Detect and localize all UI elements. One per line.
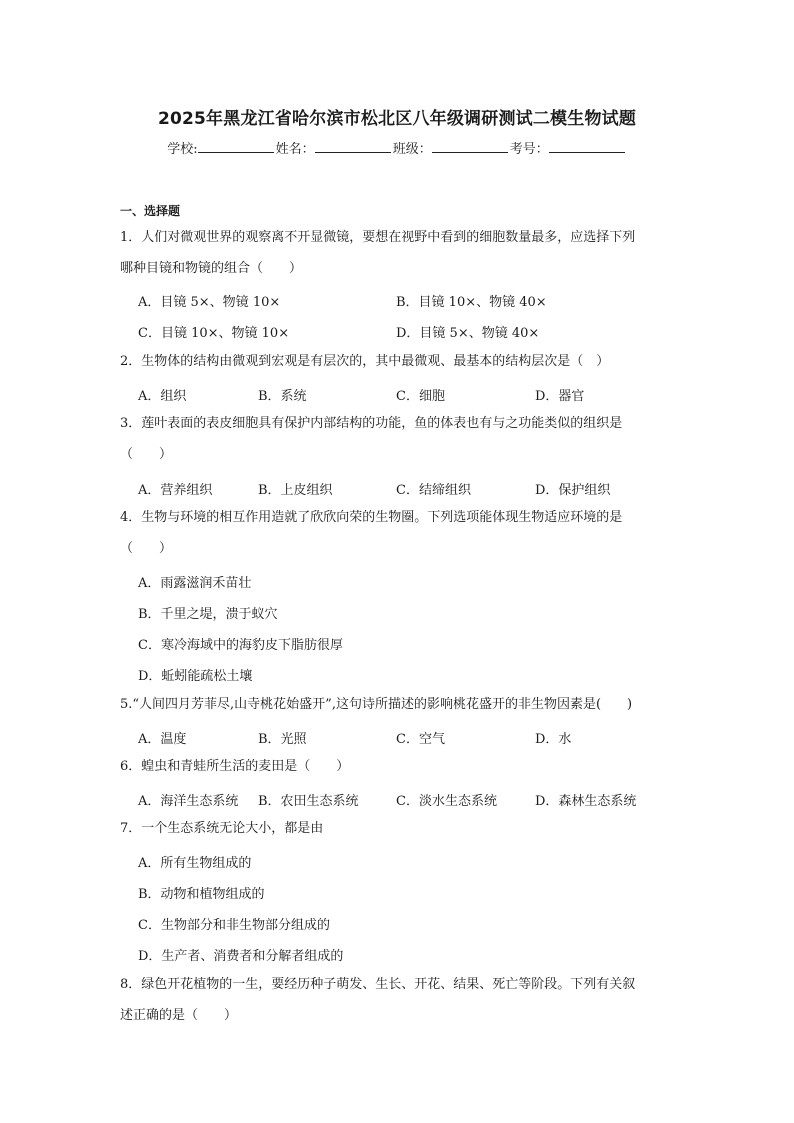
question-text-cont: （ ） [120,447,173,462]
option-d[interactable]: D．器官 [535,389,585,404]
question-text-cont: 哪种目镜和物镜的组合（ ） [120,261,303,276]
option-a[interactable]: A．目镜 5×、物镜 10× [138,295,281,310]
student-info [0,138,794,157]
name-blank[interactable] [315,138,391,153]
question-text: 1．人们对微观世界的观察离不开显微镜，要想在视野中看到的细胞数量最多，应选择下列 [120,230,636,245]
option-c[interactable]: C．空气 [396,732,445,747]
school-blank[interactable] [198,138,274,153]
option-d[interactable]: D．水 [535,732,572,747]
question-5 [120,689,680,720]
option-c[interactable]: C．细胞 [396,389,445,404]
question-text-cont: 述正确的是（ ） [120,1008,238,1023]
option-b[interactable]: B．系统 [258,389,307,404]
option-b[interactable]: B．千里之堤，溃于蚁穴 [138,607,278,622]
option-a[interactable]: A．温度 [138,732,187,747]
option-b[interactable]: B．农田生态系统 [258,794,359,809]
option-a[interactable]: A．营养组织 [138,483,213,498]
question-text: 7．一个生态系统无论大小，都是由 [120,821,324,836]
question-text: 4．生物与环境的相互作用造就了欣欣向荣的生物圈。下列选项能体现生物适应环境的是 [120,510,623,525]
option-a[interactable]: A．组织 [138,389,187,404]
option-c[interactable]: C．结缔组织 [396,483,471,498]
option-b[interactable]: B．动物和植物组成的 [138,887,265,902]
option-b[interactable]: B．光照 [258,732,307,747]
question-text: 3．莲叶表面的表皮细胞具有保护内部结构的功能，鱼的体表也有与之功能类似的组织是 [120,416,623,431]
question-text: 8．绿色开花植物的一生，要经历种子萌发、生长、开花、结果、死亡等阶段。下列有关叙 [120,977,636,992]
number-label: 考号： [509,142,549,157]
name-label: 姓名： [275,142,315,157]
question-4 [120,502,680,564]
question-2 [120,346,680,377]
option-c[interactable]: C．淡水生态系统 [396,794,497,809]
option-d[interactable]: D．保护组织 [535,483,611,498]
question-text: 2．生物体的结构由微观到宏观是有层次的，其中最微观、最基本的结构层次是（ ） [120,354,610,369]
question-7 [120,813,680,844]
option-a[interactable]: A．雨露滋润禾苗壮 [138,576,252,591]
section-heading: 一、选择题 [120,204,181,218]
class-label: 班级： [392,142,432,157]
class-blank[interactable] [432,138,508,153]
option-c[interactable]: C．目镜 10×、物镜 10× [138,326,290,341]
option-d[interactable]: D．目镜 5×、物镜 40× [396,326,540,341]
question-text: 6．蝗虫和青蛙所生活的麦田是（ ） [120,759,350,774]
question-text: 5.“人间四月芳菲尽,山寺桃花始盛开”,这句诗所描述的影响桃花盛开的非生物因素是( ) [120,697,633,712]
option-d[interactable]: D．森林生态系统 [535,794,637,809]
option-c[interactable]: C．生物部分和非生物部分组成的 [138,918,330,933]
option-b[interactable]: B．上皮组织 [258,483,333,498]
number-blank[interactable] [549,138,625,153]
question-3 [120,408,680,470]
option-a[interactable]: A．海洋生态系统 [138,794,239,809]
option-d[interactable]: D．蚯蚓能疏松土壤 [138,669,253,684]
option-d[interactable]: D．生产者、消费者和分解者组成的 [138,949,344,964]
question-text-cont: （ ） [120,541,173,556]
school-label: 学校: [167,142,198,157]
option-c[interactable]: C．寒冷海域中的海豹皮下脂肪很厚 [138,638,343,653]
option-a[interactable]: A．所有生物组成的 [138,856,252,871]
question-8 [120,969,680,1031]
question-6 [120,751,680,782]
option-b[interactable]: B．目镜 10×、物镜 40× [396,295,547,310]
exam-title: 2025年黑龙江省哈尔滨市松北区八年级调研测试二模生物试题 [157,109,637,129]
question-1 [120,222,680,284]
